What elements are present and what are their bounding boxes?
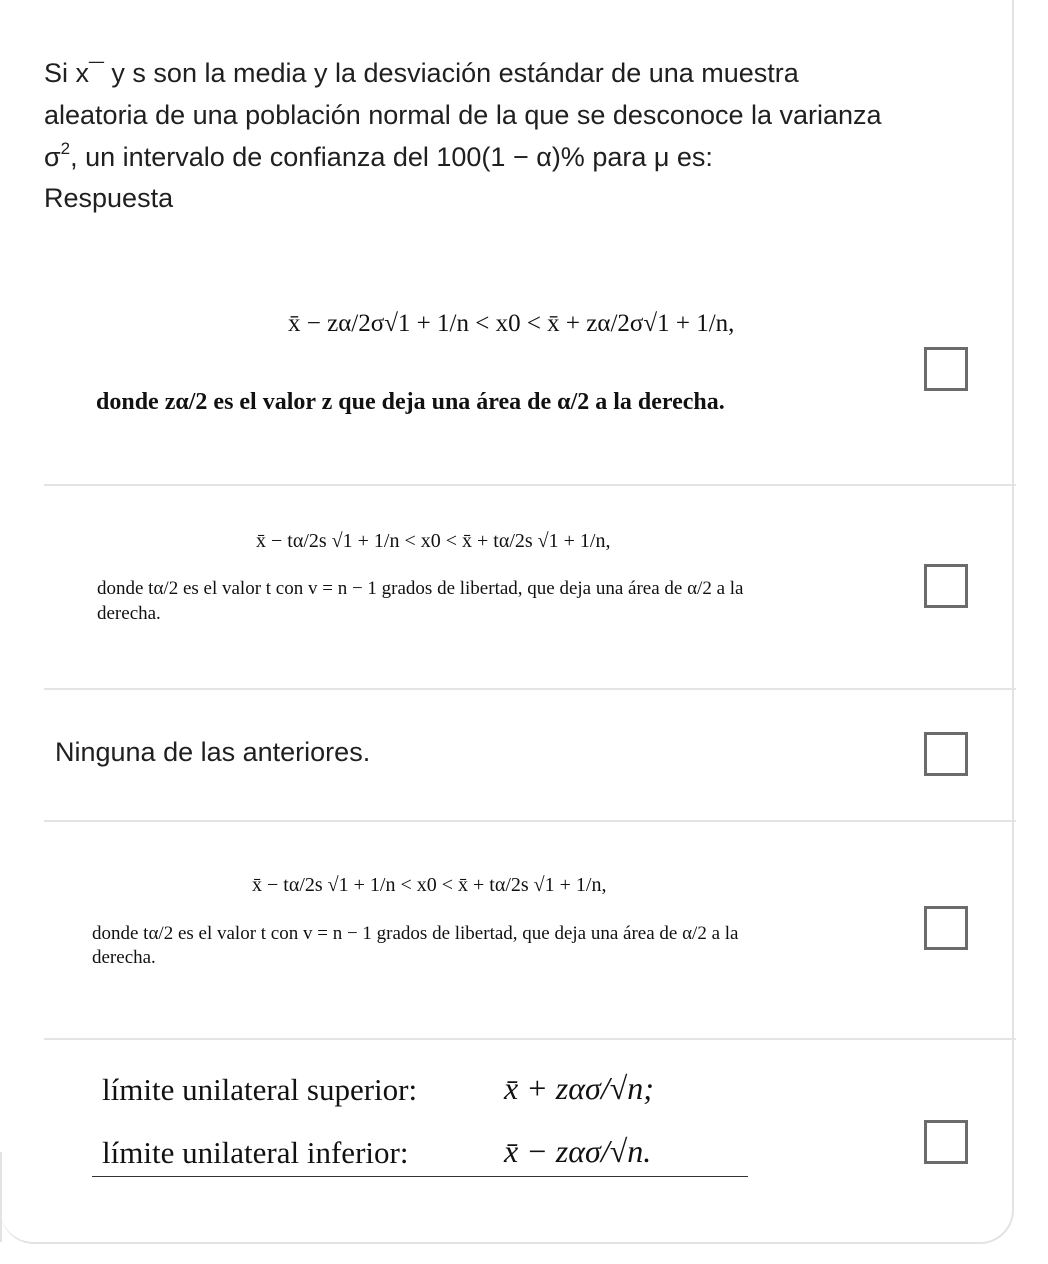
option-5-checkbox[interactable] xyxy=(924,1120,968,1164)
option-5-line-2-label: límite unilateral inferior: xyxy=(102,1135,409,1170)
option-1-formula: x̄ − zα/2σ√1 + 1/n < x0 < x̄ + zα/2σ√1 + 1/n, xyxy=(288,310,735,337)
sigma-symbol: σ xyxy=(44,142,61,172)
answer-label: Respuesta xyxy=(44,183,174,213)
option-5-line-1-label: límite unilateral superior: xyxy=(102,1072,418,1107)
question-line-1: Si x¯ y s son la media y la desviación estándar de una muestra xyxy=(44,58,799,88)
question-text xyxy=(44,52,974,178)
option-4-checkbox[interactable] xyxy=(924,906,968,950)
option-5-line-2-formula: x̄ − zασ/√n. xyxy=(504,1133,652,1169)
option-divider xyxy=(44,688,1016,690)
option-divider xyxy=(44,484,1016,486)
option-4-formula: x̄ − tα/2s √1 + 1/n < x0 < x̄ + tα/2s √1 + 1/n, xyxy=(252,874,607,896)
option-3-checkbox[interactable] xyxy=(924,732,968,776)
question-line-3-text: , un intervalo de confianza del 100(1 − α)% para μ es: xyxy=(70,142,713,172)
option-2-checkbox[interactable] xyxy=(924,564,968,608)
question-line-3 xyxy=(44,136,974,178)
option-4-note-line-1: donde tα/2 es el valor t con v = n − 1 grados de libertad, que deja una área de α/2 a la xyxy=(92,923,739,944)
option-2-note-line-2: derecha. xyxy=(97,603,161,624)
option-divider xyxy=(44,820,1016,822)
question-line-2: aleatoria de una población normal de la que se desconoce la varianza xyxy=(44,100,882,130)
option-1-note: donde zα/2 es el valor z que deja una área de α/2 a la derecha. xyxy=(96,389,725,415)
option-1-checkbox[interactable] xyxy=(924,347,968,391)
option-2-formula: x̄ − tα/2s √1 + 1/n < x0 < x̄ + tα/2s √1 + 1/n, xyxy=(256,530,611,552)
option-divider xyxy=(44,1038,1016,1040)
option-2-note-line-1: donde tα/2 es el valor t con v = n − 1 grados de libertad, que deja una área de α/2 a la xyxy=(97,578,744,599)
option-3-text: Ninguna de las anteriores. xyxy=(55,737,371,767)
option-5-underline xyxy=(92,1176,748,1177)
option-4-note-line-2: derecha. xyxy=(92,947,156,968)
sigma-exponent: 2 xyxy=(60,139,71,158)
option-5-line-1-formula: x̄ + zασ/√n; xyxy=(504,1070,654,1106)
